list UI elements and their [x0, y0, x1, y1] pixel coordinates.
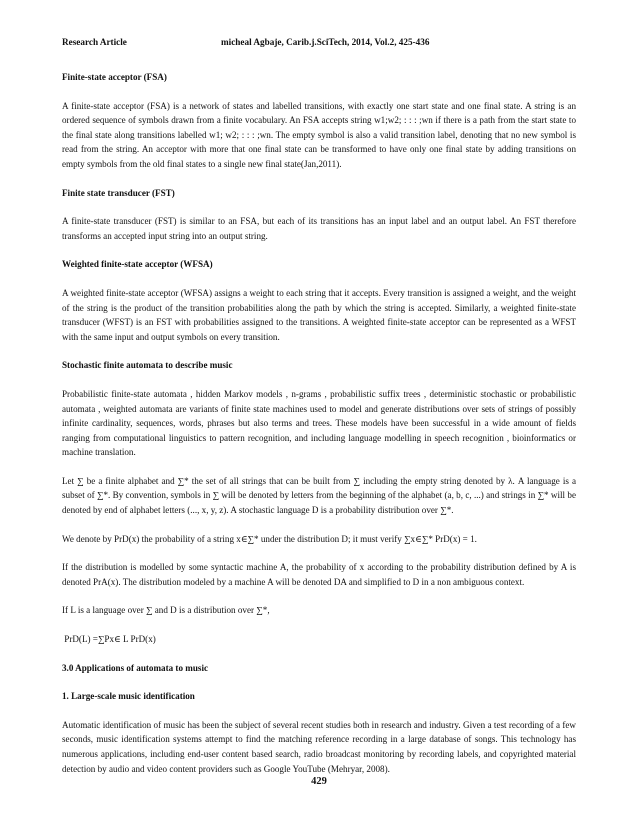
formula-language-probability: PrD(L) =∑Px∈ L PrD(x) [62, 634, 156, 645]
section-heading-fsa: Finite-state acceptor (FSA) [62, 72, 167, 82]
subsection-heading-large-scale: 1. Large-scale music identification [62, 691, 195, 702]
paragraph-fsa: A finite-state acceptor (FSA) is a network of states and labelled transitions, with exactly one start state and one final state. A string is an ordered sequence of symbols drawn from a finite vocabulary. An FSA accepts string w1;w2; : : : ;wn if there is a path from the start state to the final state along transitions labelled w1; w2; : : : ;wn. The empty symbol is also a valid transition label, denoting that no new symbol is read from the string. An acceptor with more that one final state can be transformed to have only one final state by adding transitions on empty symbols from the old final states to a single new final state(Jan,2011). [62, 100, 576, 169]
paragraph-alphabet-definition: Let ∑ be a finite alphabet and ∑* the set of all strings that can be built from ∑ including the empty string denoted by λ. A language is a subset of ∑*. By convention, symbols in ∑ will be denoted by letters from the beginning of the alphabet (a, b, c, ...) and strings in ∑* will be denoted by end of alphabet letters (..., x, y, z). A stochastic language D is a probability distribution over ∑*. [62, 475, 576, 516]
section-heading-applications: 3.0 Applications of automata to music [62, 662, 209, 673]
section-heading-wfsa: Weighted finite-state acceptor (WFSA) [62, 259, 213, 270]
paragraph-wfsa: A weighted finite-state acceptor (WFSA) assigns a weight to each string that it accepts. Every transition is assigned a weight, and the weight of the string is the product of the transition probabilities along the path by which the string is accepted. Similarly, a weighted finite-state transducer (WFST) is an FST with probabilities assigned to the transitions. A weighted finite-state acceptor can be represented as a WFST with the same input and output symbols on every transition. [62, 287, 576, 342]
paragraph-large-scale: Automatic identification of music has been the subject of several recent studies both in research and industry. Given a test recording of a few seconds, music identification systems attempt to find the matching reference recording in a large database of songs. This technology has numerous applications, including end-user content based search, radio broadcast monitoring by recording labels, and copyrighted material detection by audio and video content providers such as Google YouTube (Mehryar, 2008). [62, 719, 576, 774]
citation-line: micheal Agbaje, Carib.j.SciTech, 2014, Vol.2, 425-436 [221, 37, 430, 47]
article-type-label: Research Article [62, 37, 127, 47]
paragraph-language-distribution: If L is a language over ∑ and D is a distribution over ∑*, [62, 605, 270, 616]
section-heading-fst: Finite state transducer (FST) [62, 187, 175, 198]
paragraph-probability-notation: We denote by PrD(x) the probability of a string x∈∑* under the distribution D; it must verify ∑x∈∑* PrD(x) = 1. [62, 533, 477, 544]
paragraph-stochastic-intro: Probabilistic finite-state automata , hidden Markov models , n-grams , probabilistic suffix trees , deterministic stochastic or probabilistic automata , weighted automata are variants of finite state machines used to model and generate distributions over sets of strings of possibly infinite cardinality, sequences, words, phrases but also terms and trees. These models have been successful in a wide amount of fields ranging from computational linguistics to pattern recognition, and including language modelling in speech recognition , bioinformatics or machine translation. [62, 388, 576, 458]
article-body [62, 70, 576, 790]
section-heading-stochastic: Stochastic finite automata to describe music [62, 360, 233, 371]
page-number: 429 [311, 776, 327, 787]
paragraph-fst: A finite-state transducer (FST) is similar to an FSA, but each of its transitions has an input label and an output label. An FST therefore transforms an accepted input string into an output string. [62, 216, 576, 241]
paragraph-syntactic-machine: If the distribution is modelled by some syntactic machine A, the probability of x according to the probability distribution defined by A is denoted PrA(x). The distribution modeled by a machine A will be denoted DA and simplified to D in a non ambiguous context. [62, 562, 576, 587]
